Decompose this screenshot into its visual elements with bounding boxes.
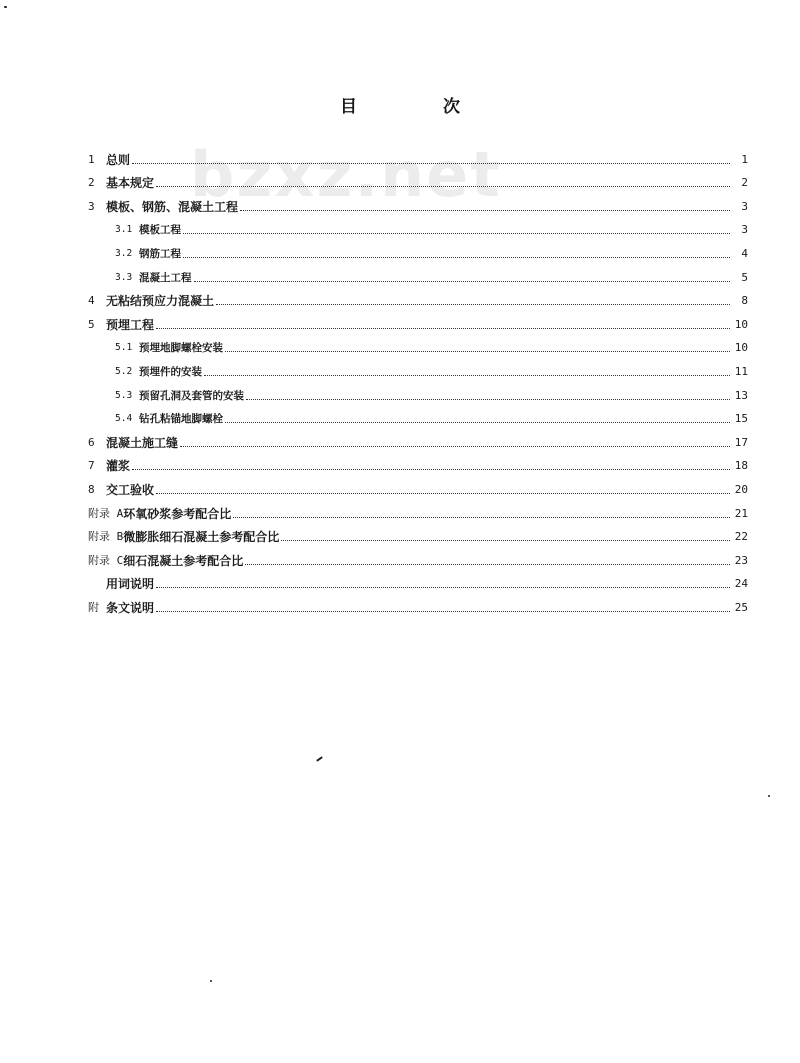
- toc-entry-title: 混凝土工程: [139, 271, 192, 284]
- toc-entry-title: 无粘结预应力混凝土: [106, 294, 215, 309]
- scan-speck: [4, 6, 7, 8]
- toc-entry[interactable]: [88, 544, 748, 568]
- toc-entry[interactable]: [88, 521, 748, 545]
- toc-entry-page: 18: [734, 459, 748, 473]
- toc-entry-page: 5: [741, 270, 748, 284]
- toc-entry[interactable]: [88, 308, 748, 332]
- toc-leader-dots: [156, 492, 730, 494]
- toc-entry-title: 微膨胀细石混凝土参考配合比: [123, 530, 280, 545]
- toc-leader-dots: [245, 563, 730, 565]
- toc-entry[interactable]: [88, 473, 748, 497]
- toc-entry-number: 4: [88, 294, 95, 308]
- toc-leader-dots: [132, 162, 730, 164]
- toc-entry-page: 20: [734, 482, 748, 496]
- toc-entry-page: 25: [734, 600, 748, 614]
- toc-entry-title: 总则: [106, 152, 131, 167]
- toc-entry[interactable]: [88, 167, 748, 191]
- toc-leader-dots: [156, 327, 730, 329]
- toc-entry-title: 预留孔洞及套管的安装: [139, 389, 244, 402]
- toc-entry-page: 8: [741, 294, 748, 308]
- toc-entry-number: 附: [88, 600, 99, 614]
- toc-entry-title: 细石混凝土参考配合比: [123, 553, 244, 568]
- toc-entry-page: 1: [741, 152, 748, 166]
- toc-entry-title: 基本规定: [106, 176, 155, 191]
- toc-entry-number: 5.1: [115, 342, 133, 354]
- scan-speck: [210, 980, 212, 982]
- toc-entry-title: 环氧砂浆参考配合比: [123, 506, 232, 521]
- toc-entry-title: 预埋件的安装: [139, 365, 202, 378]
- toc-entry[interactable]: [88, 450, 748, 474]
- toc-leader-dots: [281, 539, 730, 541]
- toc-entry-number: 5: [88, 317, 95, 331]
- toc-entry-number: 2: [88, 176, 95, 190]
- toc-entry-title: 交工验收: [106, 482, 155, 497]
- toc-entry-page: 13: [734, 388, 748, 402]
- toc-entry-page: 10: [734, 317, 748, 331]
- toc-entry-title: 用词说明: [106, 577, 155, 592]
- toc-entry-page: 24: [734, 577, 748, 591]
- toc-entry-number: 1: [88, 152, 95, 166]
- toc-entry[interactable]: [88, 379, 748, 403]
- toc-entry-page: 10: [734, 341, 748, 355]
- toc-entry-page: 3: [741, 199, 748, 213]
- toc-leader-dots: [233, 516, 730, 518]
- toc-entry-number: 附录 A: [88, 506, 124, 520]
- toc-entry-number: 附录 C: [88, 553, 124, 567]
- scan-speck: [768, 795, 770, 797]
- toc-leader-dots: [156, 610, 730, 612]
- toc-entry-number: 6: [88, 435, 95, 449]
- toc-entry[interactable]: [88, 237, 748, 261]
- toc-entry-title: 混凝土施工缝: [106, 435, 179, 450]
- toc-leader-dots: [225, 350, 730, 352]
- toc-leader-dots: [183, 232, 730, 234]
- toc-entry[interactable]: [88, 332, 748, 356]
- toc-entry-title: 灌浆: [106, 459, 131, 474]
- toc-entry-title: 钻孔粘锚地脚螺栓: [139, 413, 223, 426]
- toc-leader-dots: [183, 256, 730, 258]
- toc-entry-number: 3.1: [115, 224, 133, 236]
- toc-entry[interactable]: [88, 497, 748, 521]
- toc-entry-title: 预埋地脚螺栓安装: [139, 342, 223, 355]
- toc-entry-page: 21: [734, 506, 748, 520]
- toc-leader-dots: [180, 445, 730, 447]
- toc-leader-dots: [132, 468, 730, 470]
- toc-entry[interactable]: [88, 568, 748, 592]
- toc-entry-page: 4: [741, 246, 748, 260]
- toc-entry-title: 模板工程: [139, 224, 181, 237]
- toc-entry-number: 5.2: [115, 365, 133, 377]
- toc-entry-page: 17: [734, 435, 748, 449]
- toc-entry-page: 11: [734, 364, 748, 378]
- toc-entry-number: 3: [88, 199, 95, 213]
- toc-entry[interactable]: [88, 190, 748, 214]
- toc-entry-title: 模板、钢筋、混凝土工程: [106, 199, 239, 214]
- toc-entry[interactable]: [88, 403, 748, 427]
- toc-entry-number: 3.3: [115, 271, 133, 283]
- toc-leader-dots: [246, 398, 730, 400]
- toc-entry[interactable]: [88, 214, 748, 238]
- toc-entry[interactable]: [88, 355, 748, 379]
- toc-entry[interactable]: [88, 426, 748, 450]
- toc-entry-number: 8: [88, 482, 95, 496]
- toc-entry-number: 3.2: [115, 247, 133, 259]
- toc-leader-dots: [216, 303, 730, 305]
- toc-entry[interactable]: [88, 143, 748, 167]
- toc-entry-number: 7: [88, 459, 95, 473]
- toc-leader-dots: [204, 374, 730, 376]
- toc-entry-page: 22: [734, 530, 748, 544]
- toc-entry-page: 3: [741, 223, 748, 237]
- toc-entry-number: 5.3: [115, 389, 133, 401]
- toc-entry-number: 5.4: [115, 413, 133, 425]
- toc-leader-dots: [225, 421, 730, 423]
- toc-entry-page: 2: [741, 176, 748, 190]
- toc-leader-dots: [240, 209, 730, 211]
- table-of-contents: [88, 143, 748, 615]
- toc-entry-number: 附录 B: [88, 530, 124, 544]
- toc-entry[interactable]: [88, 261, 748, 285]
- toc-entry-page: 15: [734, 412, 748, 426]
- toc-entry[interactable]: [88, 591, 748, 615]
- watermark: bzxz.net: [190, 138, 502, 211]
- toc-entry-page: 23: [734, 553, 748, 567]
- toc-leader-dots: [156, 586, 730, 588]
- toc-entry-title: 钢筋工程: [139, 247, 181, 260]
- toc-entry-title: 预埋工程: [106, 317, 155, 332]
- scan-speck: [316, 756, 323, 762]
- toc-entry-title: 条文说明: [106, 600, 155, 615]
- toc-leader-dots: [156, 185, 730, 187]
- page-title: 目 次: [340, 97, 500, 117]
- toc-leader-dots: [194, 280, 731, 282]
- toc-entry[interactable]: [88, 285, 748, 309]
